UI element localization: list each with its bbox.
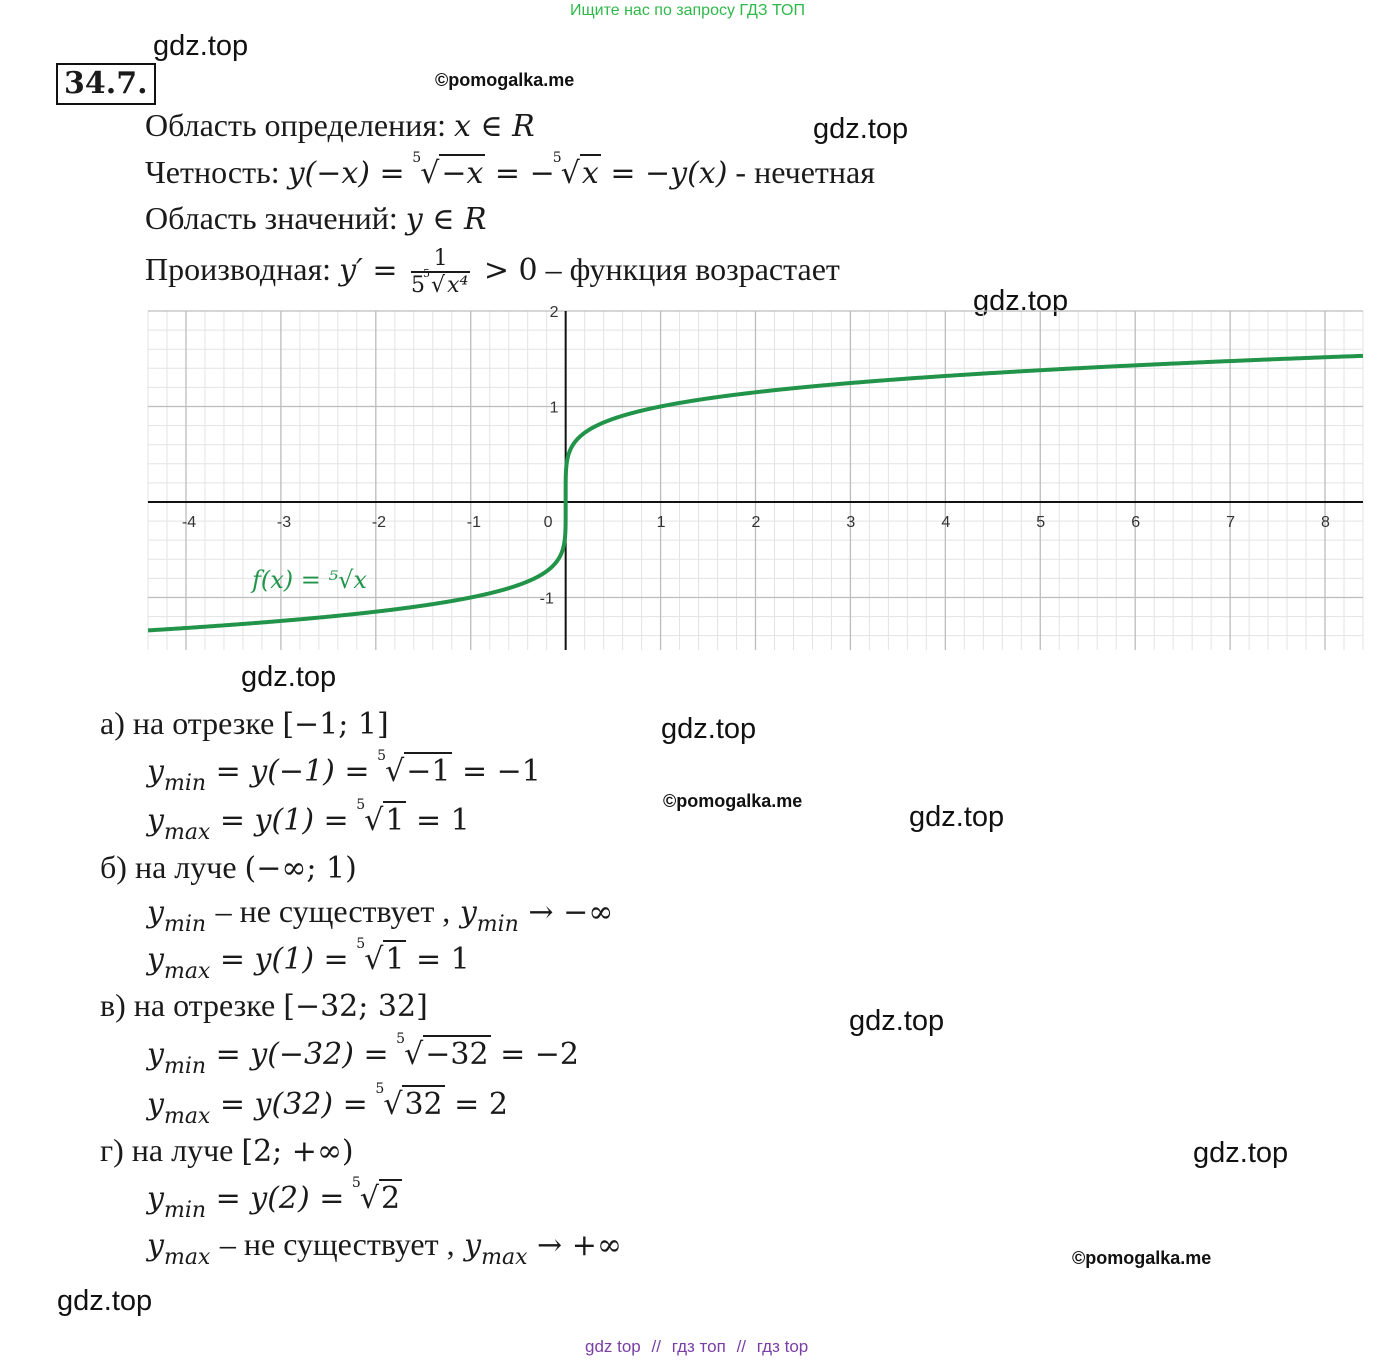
part-d-max: $y_{max}$ – не существует , $y_{max}$ → +∞: [147, 1226, 622, 1270]
x-tick-label: -3: [276, 513, 292, 531]
derivative-result: – функция возрастает: [545, 251, 840, 287]
y-tick-label: -1: [539, 590, 554, 608]
range-math: y ∈ R: [405, 202, 487, 237]
x-tick-label: -4: [181, 513, 197, 531]
watermark: gdz.top: [813, 113, 909, 145]
part-d-header: [100, 1132, 354, 1169]
x-tick-label: 7: [1226, 513, 1236, 531]
footer-separator: //: [651, 1337, 661, 1356]
x-tick-label: -2: [371, 513, 387, 531]
copyright-mark: ©pomogalka.me: [663, 791, 803, 811]
x-tick-label: 5: [1036, 513, 1046, 531]
part-a-letter: а): [100, 705, 125, 741]
part-c-letter: в): [100, 987, 126, 1023]
derivative-label: Производная:: [145, 251, 332, 287]
footer-separator: //: [736, 1337, 747, 1356]
problem-number: 34.7.: [56, 63, 156, 105]
part-b-min: $y_{min}$ – не существует , $y_{min}$ → −∞: [147, 893, 614, 937]
footer-links: [585, 1337, 808, 1357]
watermark: gdz.top: [153, 30, 249, 62]
parity-result: - нечетная: [735, 154, 875, 190]
part-c-max: $y_{max} = y(32)$ = 5 √32 = 2: [147, 1081, 508, 1129]
part-a-header: [100, 705, 389, 742]
derivative-formula: y′ = 1 5 5 √x⁴ > 0: [339, 246, 538, 298]
x-tick-label: 8: [1321, 513, 1330, 531]
x-tick-label: -1: [466, 513, 481, 531]
part-c-label: на отрезке: [133, 987, 276, 1023]
part-c-header: [100, 987, 428, 1024]
watermark: gdz.top: [241, 661, 337, 693]
function-label: f(x) = ⁵√x: [252, 566, 367, 594]
part-a-min: $y_{min} = y(-1)$ = 5 √−1 = −1: [147, 748, 541, 796]
top-banner: Ищите нас по запросу ГДЗ ТОП: [570, 2, 805, 19]
x-tick-label: 4: [941, 513, 951, 531]
footer-link-1[interactable]: gdz top: [585, 1337, 641, 1356]
watermark: gdz.top: [661, 713, 757, 745]
part-b-letter: б): [100, 849, 127, 885]
copyright-mark: ©pomogalka.me: [1072, 1248, 1212, 1268]
copyright-mark: ©pomogalka.me: [435, 70, 575, 90]
x-tick-label: 3: [846, 513, 856, 531]
part-c-min: $y_{min} = y(-32)$ = 5 √−32 = −2: [147, 1031, 580, 1079]
part-c-interval: [−32; 32]: [283, 989, 428, 1024]
watermark: gdz.top: [973, 285, 1069, 317]
watermark: gdz.top: [1193, 1137, 1289, 1169]
watermark: gdz.top: [57, 1285, 153, 1317]
part-a-label: на отрезке: [132, 705, 275, 741]
x-tick-label: 6: [1131, 513, 1141, 531]
watermark: gdz.top: [909, 801, 1005, 833]
parity-label: Четность:: [145, 154, 280, 190]
part-a-interval: [−1; 1]: [282, 707, 389, 742]
footer-link-2[interactable]: гдз топ: [671, 1337, 726, 1356]
part-b-max: $y_{max} = y(1)$ = 5 √1 = 1: [147, 936, 470, 984]
parity-formula: y(−x) = 5 √−x = − 5 √x = −y(x): [287, 150, 728, 191]
x-tick-label: 1: [656, 513, 666, 531]
y-tick-label: 2: [549, 304, 559, 321]
footer-link-3[interactable]: гдз top: [756, 1337, 809, 1356]
part-b-header: [100, 849, 357, 886]
domain-label: Область определения:: [145, 107, 446, 143]
part-d-label: на луче: [131, 1132, 234, 1168]
part-d-letter: г): [100, 1132, 124, 1168]
x-tick-label: 0: [543, 513, 553, 531]
x-tick-label: 2: [751, 513, 761, 531]
y-tick-label: 1: [549, 399, 559, 417]
part-b-interval: (−∞; 1): [244, 851, 357, 886]
part-a-max: $y_{max} = y(1)$ = 5 √1 = 1: [147, 797, 470, 845]
watermark: gdz.top: [849, 1005, 945, 1037]
range-label: Область значений:: [145, 200, 398, 236]
domain-math: x ∈ R: [453, 109, 535, 144]
part-d-interval: [2; +∞): [241, 1134, 354, 1169]
part-d-min: $y_{min} = y(2)$ = 5 √2: [147, 1175, 401, 1223]
part-b-label: на луче: [134, 849, 237, 885]
